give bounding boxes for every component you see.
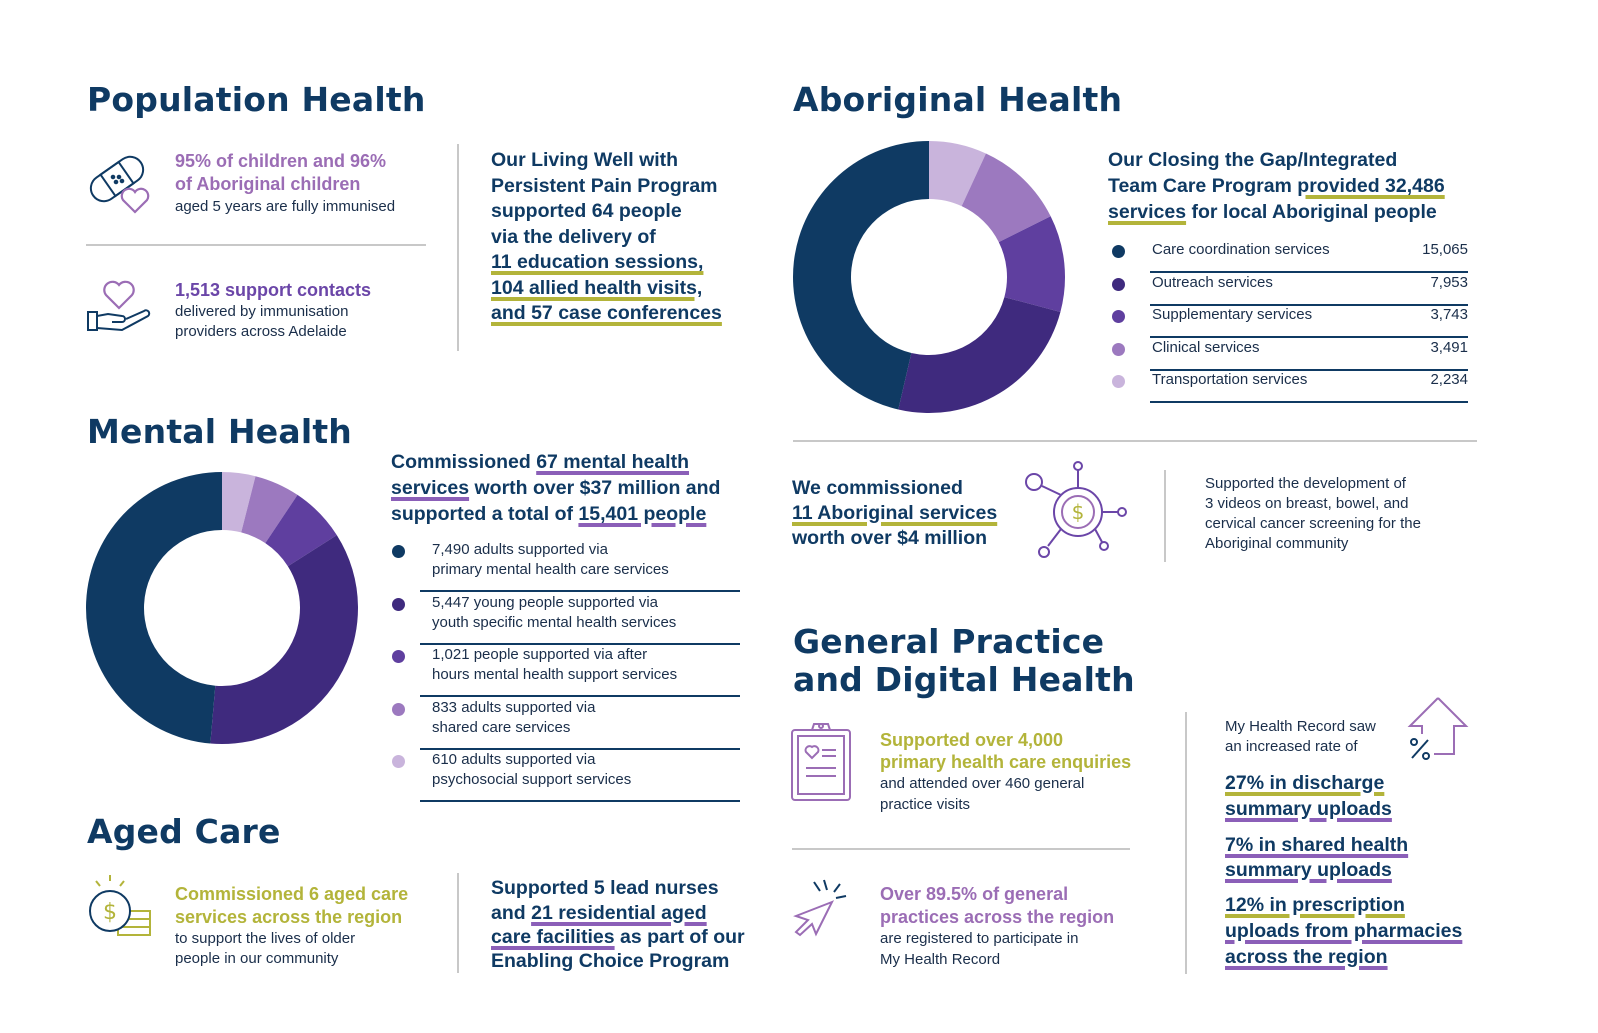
legend-value: 3,491 [1430,338,1468,356]
immunisation-desc: aged 5 years are fully immunised [175,198,396,215]
closing-gap-headline-line3b: for local Aboriginal people [1186,201,1437,223]
aged-care-title: Aged Care [87,812,281,851]
mhr-3b: uploads from pharmacies [1225,920,1463,942]
living-well-line3: supported 64 people [491,200,682,222]
mhr-3a: 12% in prescription [1225,894,1405,916]
svg-text:$: $ [1071,500,1085,524]
divider [1164,470,1166,562]
living-well-line4: via the delivery of [491,225,656,248]
immunisation-stat-line1: 95% of children and 96% [175,151,387,171]
legend-label-line2: psychosocial support services [432,771,632,788]
population-health-title: Population Health [87,80,426,119]
legend-value: 7,953 [1430,273,1468,291]
registered-desc-line2: My Health Record [880,951,1001,968]
enquiries-stat-line2: primary health care enquiries [880,752,1132,772]
aboriginal-services-donut-chart [793,141,1065,413]
registered-desc-line1: are registered to participate in [880,930,1079,947]
legend-label-line2: hours mental health support services [432,666,678,683]
legend-dot [1112,278,1125,291]
videos-line2: 3 videos on breast, bowel, and [1205,495,1409,512]
legend-label: Transportation services [1152,371,1308,388]
legend-row [1108,339,1468,371]
legend-row [390,698,740,750]
aboriginal-services-legend [1108,241,1468,401]
legend-dot [1112,310,1125,323]
legend-dot [392,545,405,558]
living-well-line5: 11 education sessions, [491,251,704,273]
legend-row [390,540,740,592]
aboriginal-health-title: Aboriginal Health [793,80,1123,119]
living-well-line1: Our Living Well with [491,149,679,171]
nurses-line3b: as part of our [614,926,745,948]
divider [1185,712,1187,974]
mh-headline-c: services [391,477,470,499]
legend-value: 15,065 [1422,241,1468,258]
legend-label-line1: 833 adults supported via [432,698,596,716]
nurses-line2b: 21 residential aged [531,902,707,924]
mhr-intro-line1: My Health Record saw [1225,718,1376,735]
divider [792,848,1130,850]
closing-gap-headline-line2a: Team Care Program [1108,175,1298,197]
mental-health-slice-1 [86,472,222,743]
videos-line1: Supported the development of [1205,475,1406,492]
legend-label-line2: youth specific mental health services [432,613,677,631]
nurses-line1: Supported 5 lead nurses [491,877,719,899]
nurses-line3a: care facilities [491,926,615,948]
clipboard-heart-icon [790,720,854,802]
commissioned-line2: 11 Aboriginal services [792,502,998,524]
legend-value: 2,234 [1430,371,1468,388]
living-well-block [491,148,722,327]
support-desc-line2: providers across Adelaide [175,323,347,340]
mental-health-title: Mental Health [87,412,353,451]
legend-label-line1: 7,490 adults supported via [432,541,608,558]
divider [457,873,459,973]
legend-label-line2: shared care services [432,718,571,736]
nurses-line4: Enabling Choice Program [491,950,730,972]
percent-up-arrow-icon [1408,696,1470,762]
legend-dot [1112,245,1125,258]
legend-row [390,645,740,697]
legend-underline [420,800,740,802]
registered-stat-line2: practices across the region [880,907,1115,927]
legend-label: Clinical services [1152,338,1260,356]
closing-gap-headline-line2b: provided 32,486 [1297,175,1445,197]
aged-stat-line1: Commissioned 6 aged care [175,884,409,904]
legend-label-line1: 5,447 young people supported via [432,593,659,611]
legend-dot [392,650,405,663]
mh-headline-f: 15,401 people [578,503,707,525]
legend-dot [1112,343,1125,356]
living-well-line6: 104 allied health visits, [491,276,703,299]
coins-dollar-icon [84,873,156,943]
legend-underline [1150,401,1468,403]
legend-dot [1112,375,1125,388]
legend-label-line1: 1,021 people supported via after [432,646,648,663]
mhr-intro-line2: an increased rate of [1225,738,1358,755]
general-practice-title-line2: and Digital Health [793,660,1135,699]
videos-line3: cervical cancer screening for the [1205,515,1421,532]
commissioned-line1: We commissioned [792,477,963,499]
legend-label-line2: primary mental health care services [432,561,669,578]
enquiries-desc-line2: practice visits [880,796,971,813]
hand-heart-icon [86,278,154,336]
closing-gap-headline-line3a: services [1108,201,1187,223]
aged-desc-line1: to support the lives of older [175,930,356,947]
svg-text:$: $ [103,900,117,925]
mh-headline-a: Commissioned [391,451,537,473]
legend-label: Supplementary services [1152,306,1313,323]
legend-dot [392,703,405,716]
mh-headline-b: 67 mental health [536,451,690,473]
mhr-2b: summary uploads [1225,859,1392,881]
videos-line4: Aboriginal community [1205,535,1349,552]
registered-stat-line1: Over 89.5% of general [880,884,1069,904]
nurses-line2a: and [491,902,532,924]
legend-label: Outreach services [1152,273,1273,291]
legend-row [390,593,740,645]
legend-row [1108,371,1468,403]
legend-dot [392,755,405,768]
support-desc-line1: delivered by immunisation [175,303,349,320]
commissioned-line3: worth over $4 million [792,527,988,549]
enquiries-stat-line1: Supported over 4,000 [880,730,1064,750]
divider [457,144,459,351]
legend-row [1108,274,1468,306]
aboriginal-slice-2 [898,297,1060,413]
mhr-3c: across the region [1225,946,1388,968]
aged-desc-line2: people in our community [175,950,339,967]
mental-health-donut-chart [86,472,358,744]
divider [86,244,426,246]
legend-label: Care coordination services [1152,241,1330,258]
closing-gap-headline-line1: Our Closing the Gap/Integrated [1108,149,1398,171]
aged-stat-line2: services across the region [175,907,403,927]
mh-headline-d: worth over $37 million and [469,477,721,499]
living-well-line7: and 57 case conferences [491,302,722,324]
mental-health-legend [390,540,740,802]
general-practice-title-line1: General Practice [793,622,1105,661]
mhr-1a: 27% in discharge [1225,772,1385,794]
mh-headline-e: supported a total of [391,503,579,525]
legend-value: 3,743 [1430,306,1468,323]
mental-health-slice-2 [210,535,358,744]
bandage-heart-icon [86,150,152,214]
living-well-line2: Persistent Pain Program [491,174,718,197]
support-stat: 1,513 support contacts [175,280,372,300]
cursor-click-icon [790,878,850,936]
enquiries-desc-line1: and attended over 460 general [880,775,1085,792]
dollar-network-icon [1022,460,1134,562]
divider [793,440,1477,442]
legend-row [1108,306,1468,338]
mhr-2a: 7% in shared health [1225,834,1409,856]
legend-label-line1: 610 adults supported via [432,751,596,768]
legend-row [1108,241,1468,273]
immunisation-stat-line2: of Aboriginal children [175,174,361,194]
legend-dot [392,598,405,611]
legend-row [390,750,740,802]
mhr-1b: summary uploads [1225,798,1392,820]
